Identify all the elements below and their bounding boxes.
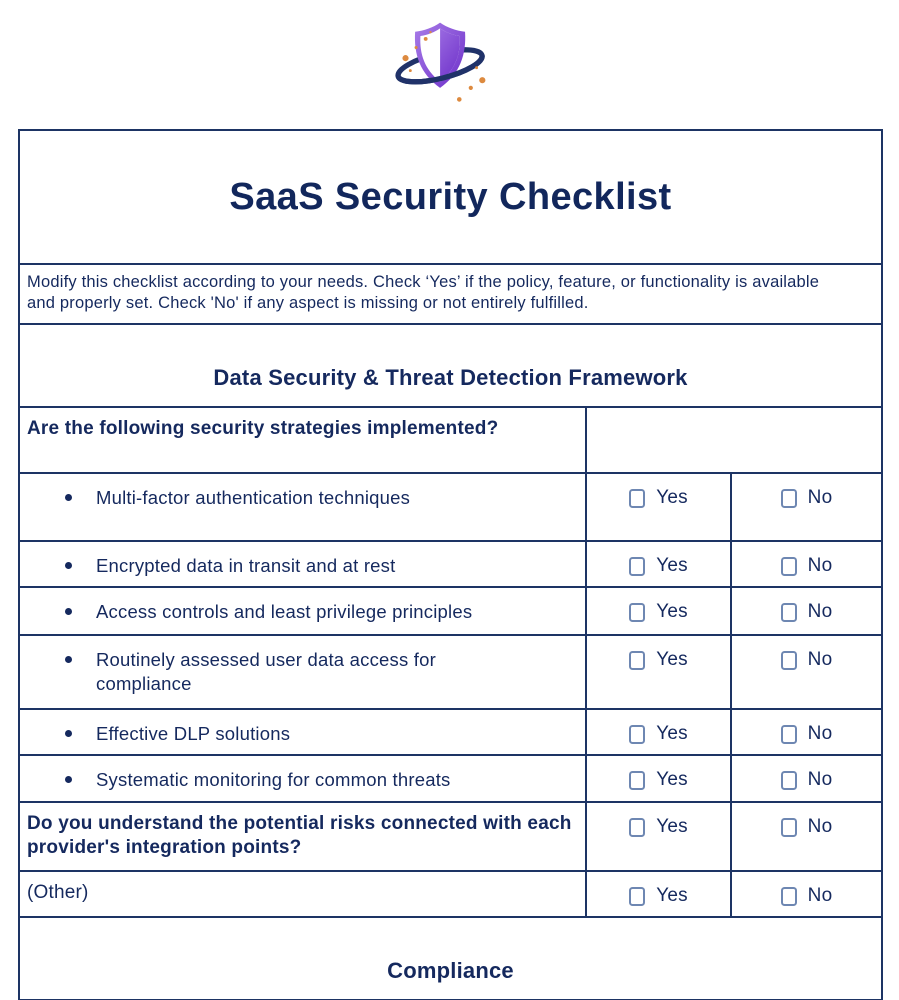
no-option[interactable] xyxy=(732,555,881,577)
checklist-row-encryption xyxy=(19,541,882,587)
yes-cell xyxy=(586,541,731,587)
bullet-icon xyxy=(65,494,72,501)
bullet-icon xyxy=(65,776,72,783)
no-cell xyxy=(731,473,882,541)
shield-orbit-logo xyxy=(394,12,490,110)
yes-option[interactable] xyxy=(587,769,730,791)
no-option[interactable] xyxy=(732,723,881,745)
question-cell xyxy=(19,802,586,871)
yes-label: Yes xyxy=(656,649,688,670)
no-label: No xyxy=(807,487,833,508)
bullet-icon xyxy=(65,730,72,737)
yes-checkbox[interactable] xyxy=(629,771,645,790)
no-label: No xyxy=(807,723,833,744)
question-row-integration-risks xyxy=(19,802,882,871)
yes-cell xyxy=(586,802,731,871)
no-option[interactable] xyxy=(732,601,881,623)
no-checkbox[interactable] xyxy=(781,887,797,906)
item-cell xyxy=(19,541,586,587)
yes-option[interactable] xyxy=(587,723,730,745)
no-option[interactable] xyxy=(732,649,881,671)
item-cell xyxy=(19,871,586,917)
item-text: Effective DLP solutions xyxy=(96,723,291,744)
yes-option[interactable] xyxy=(587,885,730,907)
page-title: SaaS Security Checklist xyxy=(229,175,672,218)
no-checkbox[interactable] xyxy=(781,818,797,837)
item-cell xyxy=(19,473,586,541)
yes-cell xyxy=(586,587,731,635)
no-option[interactable] xyxy=(732,487,881,509)
yes-checkbox[interactable] xyxy=(629,651,645,670)
item-cell xyxy=(19,755,586,802)
yes-checkbox[interactable] xyxy=(629,725,645,744)
section-header-data-security xyxy=(19,324,882,407)
yes-label: Yes xyxy=(656,601,688,622)
no-cell xyxy=(731,755,882,802)
no-checkbox[interactable] xyxy=(781,603,797,622)
no-cell xyxy=(731,587,882,635)
yes-cell xyxy=(586,473,731,541)
question-text: Do you understand the potential risks connected with each provider's integration points? xyxy=(27,813,572,858)
instructions-cell xyxy=(19,264,882,324)
no-cell xyxy=(731,635,882,709)
yes-label: Yes xyxy=(656,769,688,790)
bullet-icon xyxy=(65,562,72,569)
item-text: Routinely assessed user data access for compliance xyxy=(96,649,436,695)
no-option[interactable] xyxy=(732,885,881,907)
checklist-row-monitoring xyxy=(19,755,882,802)
no-cell xyxy=(731,709,882,755)
yes-option[interactable] xyxy=(587,601,730,623)
no-checkbox[interactable] xyxy=(781,725,797,744)
no-label: No xyxy=(807,816,833,837)
item-cell xyxy=(19,635,586,709)
item-text: Multi-factor authentication techniques xyxy=(96,487,411,508)
yes-checkbox[interactable] xyxy=(629,887,645,906)
no-checkbox[interactable] xyxy=(781,489,797,508)
yes-cell xyxy=(586,871,731,917)
checklist-table xyxy=(18,129,883,1000)
no-label: No xyxy=(807,555,833,576)
no-label: No xyxy=(807,601,833,622)
question-cell xyxy=(19,407,586,473)
no-option[interactable] xyxy=(732,769,881,791)
yes-checkbox[interactable] xyxy=(629,489,645,508)
checklist-row-other xyxy=(19,871,882,917)
empty-merged-cell xyxy=(586,407,882,473)
item-text: Encrypted data in transit and at rest xyxy=(96,555,396,576)
section-header-row-data-security xyxy=(19,324,882,407)
yes-label: Yes xyxy=(656,885,688,906)
section-header-compliance xyxy=(19,917,882,1000)
no-cell xyxy=(731,541,882,587)
no-label: No xyxy=(807,649,833,670)
section-header-row-compliance xyxy=(19,917,882,1000)
no-cell xyxy=(731,871,882,917)
section-header-text: Compliance xyxy=(387,957,514,983)
yes-cell xyxy=(586,709,731,755)
bullet-icon xyxy=(65,608,72,615)
bullet-icon xyxy=(65,656,72,663)
item-text: Access controls and least privilege principles xyxy=(96,601,473,622)
no-label: No xyxy=(807,769,833,790)
yes-label: Yes xyxy=(656,487,688,508)
question-row-strategies xyxy=(19,407,882,473)
yes-checkbox[interactable] xyxy=(629,818,645,837)
yes-cell xyxy=(586,755,731,802)
yes-option[interactable] xyxy=(587,487,730,509)
instructions-text: Modify this checklist according to your needs. Check ‘Yes’ if the policy, feature, or functionality is available and properly set. Check 'No' if any aspect is missing or not entirely fulfilled. xyxy=(27,273,820,313)
yes-option[interactable] xyxy=(587,555,730,577)
checklist-row-user-data-access xyxy=(19,635,882,709)
yes-label: Yes xyxy=(656,723,688,744)
item-text: (Other) xyxy=(27,882,89,903)
yes-checkbox[interactable] xyxy=(629,557,645,576)
yes-checkbox[interactable] xyxy=(629,603,645,622)
yes-cell xyxy=(586,635,731,709)
no-checkbox[interactable] xyxy=(781,771,797,790)
checklist-row-access-controls xyxy=(19,587,882,635)
no-checkbox[interactable] xyxy=(781,557,797,576)
no-checkbox[interactable] xyxy=(781,651,797,670)
yes-option[interactable] xyxy=(587,649,730,671)
item-cell xyxy=(19,587,586,635)
no-option[interactable] xyxy=(732,816,881,838)
shield-orbit-logo-graphic xyxy=(394,12,490,110)
question-text: Are the following security strategies implemented? xyxy=(27,418,499,439)
item-text: Systematic monitoring for common threats xyxy=(96,769,451,790)
title-row xyxy=(19,130,882,264)
instructions-row xyxy=(19,264,882,324)
yes-label: Yes xyxy=(656,555,688,576)
title-cell xyxy=(19,130,882,264)
item-cell xyxy=(19,709,586,755)
no-label: No xyxy=(807,885,833,906)
checklist-row-dlp xyxy=(19,709,882,755)
section-header-text: Data Security & Threat Detection Framework xyxy=(213,364,688,390)
yes-label: Yes xyxy=(656,816,688,837)
checklist-row-mfa xyxy=(19,473,882,541)
no-cell xyxy=(731,802,882,871)
yes-option[interactable] xyxy=(587,816,730,838)
